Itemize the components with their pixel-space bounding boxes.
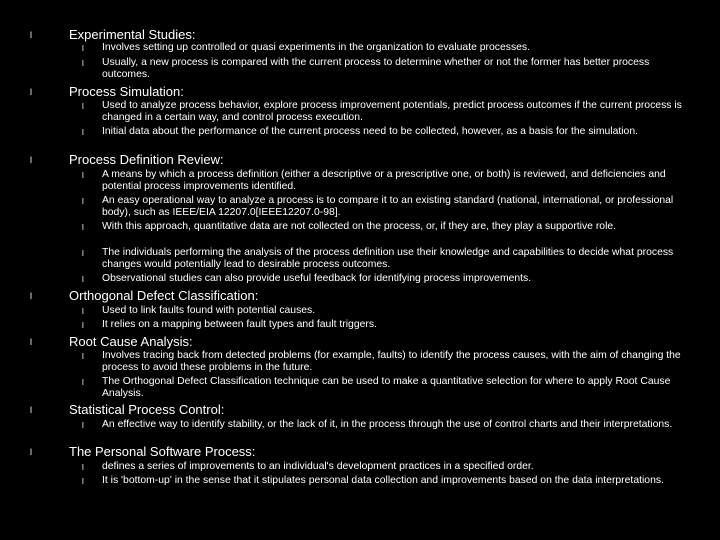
bullet-icon: l [82, 421, 84, 430]
bullet-icon: l [30, 405, 32, 415]
list-item-text: The Orthogonal Defect Classification technique can be used to make a quantitative selection for where to apply Root Cause Analysis. [102, 376, 671, 399]
bullet-icon: l [82, 463, 84, 472]
list-item-text: Observational studies can also provide useful feedback for identifying process improvements. [102, 273, 532, 284]
section-title: Root Cause Analysis: [69, 334, 193, 349]
list-item-text: The individuals performing the analysis of the process definition use their knowledge and capabilities to decide what process changes would potentially lead to desirable process outcomes. [102, 247, 674, 270]
bullet-icon: l [82, 249, 84, 258]
bullet-icon: l [82, 223, 84, 232]
section-title: Process Simulation: [69, 84, 184, 99]
list-item-text: An effective way to identify stability, or the lack of it, in the process through the use of control charts and their interpretations. [102, 419, 673, 430]
list-item-text: An easy operational way to analyze a process is to compare it to an existing standard (national, international, or professional body), such as IEEE/EIA 12207.0[IEEE12207.0-98]. [102, 195, 674, 218]
bullet-icon: l [82, 59, 84, 68]
bullet-icon: l [82, 477, 84, 486]
list-item-text: Used to link faults found with potential causes. [102, 305, 316, 316]
list-item-text: Involves setting up controlled or quasi experiments in the organization to evaluate processes. [102, 42, 530, 53]
section-title: Statistical Process Control: [69, 402, 225, 417]
list-item-text: Used to analyze process behavior, explore process improvement potentials, predict process outcomes if the current process is changed in a certain way, and control process execution. [102, 100, 682, 123]
section-title: Experimental Studies: [69, 27, 196, 42]
bullet-icon: l [30, 447, 32, 457]
list-item-text: A means by which a process definition (either a descriptive or a prescriptive one, or both) is reviewed, and deficiencies and potential process improvements identified. [102, 169, 666, 192]
list-item-text: It relies on a mapping between fault types and fault triggers. [102, 319, 377, 330]
bullet-icon: l [30, 155, 32, 165]
bullet-icon: l [82, 102, 84, 111]
bullet-icon: l [82, 197, 84, 206]
list-item-text: Usually, a new process is compared with the current process to determine whether or not the former has better process outcomes. [102, 57, 650, 80]
bullet-icon: l [30, 291, 32, 301]
bullet-icon: l [82, 44, 84, 53]
bullet-icon: l [82, 275, 84, 284]
bullet-icon: l [82, 307, 84, 316]
list-item-text: With this approach, quantitative data are not collected on the process, or, if they are, they play a supportive role. [102, 221, 617, 232]
list-item-text: It is 'bottom-up' in the sense that it stipulates personal data collection and improvements based on the data interpretations. [102, 475, 664, 486]
section-title: Process Definition Review: [69, 152, 224, 167]
bullet-icon: l [82, 378, 84, 387]
bullet-icon: l [30, 30, 32, 40]
section-title: The Personal Software Process: [69, 444, 256, 459]
bullet-icon: l [82, 128, 84, 137]
bullet-icon: l [82, 321, 84, 330]
bullet-icon: l [30, 87, 32, 97]
bullet-icon: l [30, 337, 32, 347]
list-item-text: Initial data about the performance of the current process need to be collected, however, as a basis for the simulation. [102, 126, 639, 137]
bullet-icon: l [82, 171, 84, 180]
list-item-text: defines a series of improvements to an individual's development practices in a specified order. [102, 461, 534, 472]
list-item-text: Involves tracing back from detected problems (for example, faults) to identify the process causes, with the aim of changing the process to avoid these problems in the future. [102, 350, 681, 373]
section-title: Orthogonal Defect Classification: [69, 288, 259, 303]
bullet-icon: l [82, 352, 84, 361]
